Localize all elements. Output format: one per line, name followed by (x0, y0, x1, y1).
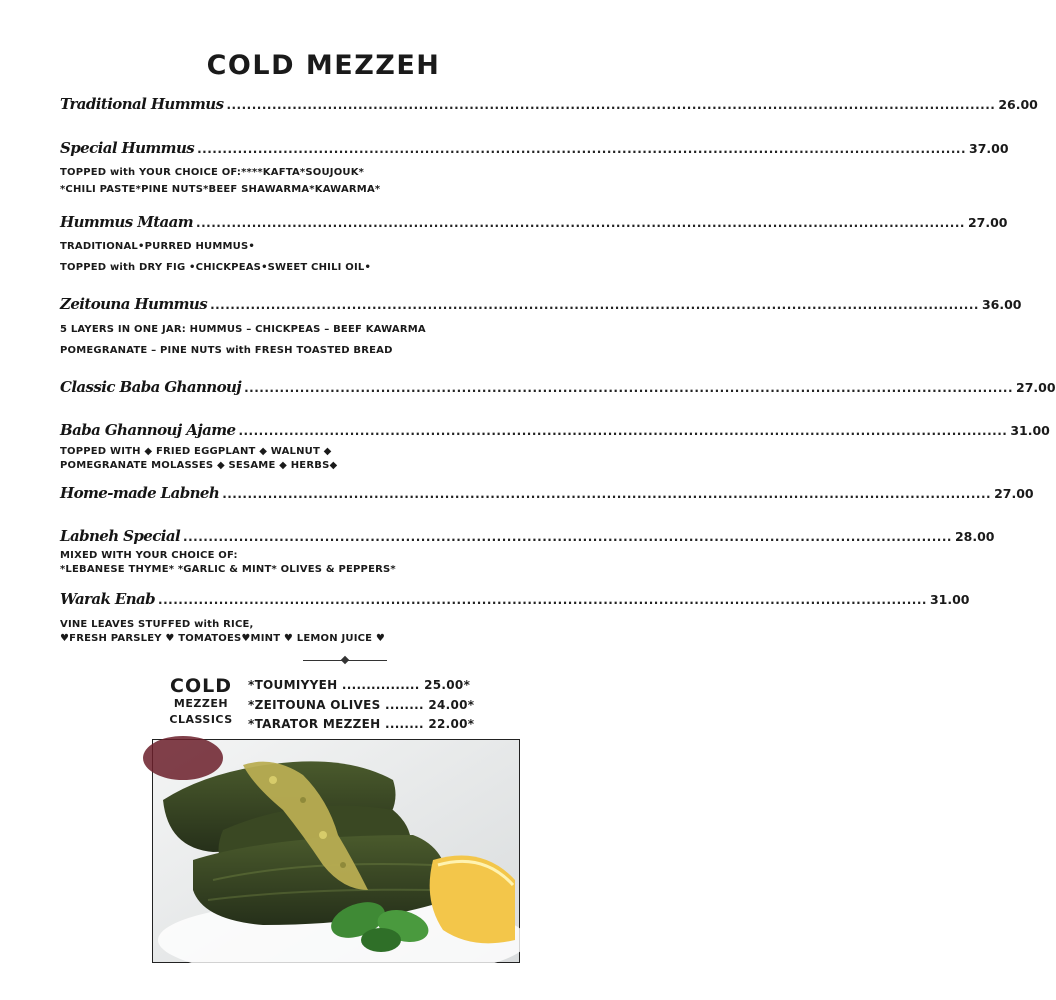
item-name: Labneh Special (60, 527, 181, 545)
dot-leader: ........................................................................................................................................................ (158, 593, 927, 607)
item-description: ♥FRESH PARSLEY ♥ TOMATOES♥MINT ♥ LEMON JUICE ♥ (60, 633, 386, 644)
classics-item: *TOUMIYYEH ................ 25.00* (248, 678, 471, 692)
item-description: 5 LAYERS IN ONE JAR: HUMMUS – CHICKPEAS – BEEF KAWARMA (60, 324, 426, 335)
page-title: COLD MEZZEH (206, 50, 441, 81)
item-price: 28.00 (954, 529, 995, 544)
classics-heading-line: CLASSICS (169, 713, 233, 726)
item-price: 37.00 (969, 141, 1009, 156)
menu-item-traditional-hummus (60, 95, 1038, 117)
item-price: 36.00 (981, 297, 1022, 312)
dot-leader: ........................................................................................................................................................ (244, 381, 1014, 395)
item-description: TRADITIONAL•PURRED HUMMUS• (60, 241, 255, 252)
dot-leader: ........................................................................................................................................................ (183, 530, 952, 544)
dot-leader: ........................................................................................................................................................ (196, 216, 965, 230)
dot-leader: ........................................................................................................................................................ (222, 487, 992, 501)
menu-item-zeitouna-hummus (60, 295, 1022, 359)
item-name: Zeitouna Hummus (60, 295, 208, 313)
item-name: Classic Baba Ghannouj (60, 378, 242, 396)
classics-item: *TARATOR MEZZEH ........ 22.00* (248, 717, 475, 731)
item-price: 27.00 (967, 215, 1008, 230)
menu-item-hummus-mtaam (60, 213, 1008, 276)
food-photo (152, 739, 520, 963)
item-name: Home-made Labneh (60, 484, 220, 502)
item-price: 27.00 (994, 486, 1034, 501)
divider-diamond (341, 656, 349, 664)
item-price: 27.00 (1016, 380, 1056, 395)
classics-list (248, 676, 474, 735)
item-description: POMEGRANATE MOLASSES ◆ SESAME ◆ HERBS◆ (60, 460, 338, 471)
dot-leader: ........................................................................................................................................................ (197, 142, 967, 156)
menu-item-special-hummus (60, 139, 1009, 198)
classics-heading-line: MEZZEH (173, 697, 229, 710)
item-name: Special Hummus (60, 139, 195, 157)
menu-item-classic-baba-ghannouj (60, 378, 1056, 400)
item-description: TOPPED WITH ◆ FRIED EGGPLANT ◆ WALNUT ◆ (60, 446, 332, 457)
stuffed-vine-leaves-image (153, 740, 519, 962)
item-description: TOPPED with YOUR CHOICE OF:****KAFTA*SOUJOUK* (60, 167, 365, 178)
menu-item-baba-ghannouj-ajame (60, 421, 1050, 473)
classics-heading-line: COLD (170, 675, 232, 697)
classics-heading (162, 676, 240, 728)
item-price: 26.00 (998, 97, 1038, 112)
dot-leader: ........................................................................................................................................................ (226, 98, 996, 112)
classics-item: *ZEITOUNA OLIVES ........ 24.00* (248, 697, 475, 712)
item-description: TOPPED with DRY FIG •CHICKPEAS•SWEET CHILI OIL• (60, 262, 372, 273)
menu-item-home-made-labneh (60, 484, 1034, 506)
item-description: POMEGRANATE – PINE NUTS with FRESH TOASTED BREAD (60, 345, 393, 356)
item-description: MIXED WITH YOUR CHOICE OF: (60, 550, 238, 561)
item-name: Baba Ghannouj Ajame (60, 421, 236, 439)
item-name: Hummus Mtaam (60, 213, 194, 231)
menu-item-warak-enab (60, 590, 970, 646)
item-description: VINE LEAVES STUFFED with RICE, (60, 619, 254, 630)
item-description: *CHILI PASTE*PINE NUTS*BEEF SHAWARMA*KAWARMA* (60, 184, 381, 195)
item-description: *LEBANESE THYME* *GARLIC & MINT* OLIVES & PEPPERS* (60, 564, 396, 575)
item-price: 31.00 (929, 592, 970, 607)
item-name: Traditional Hummus (60, 95, 224, 113)
dot-leader: ........................................................................................................................................................ (238, 424, 1008, 438)
item-price: 31.00 (1010, 423, 1050, 438)
menu-item-labneh-special (60, 527, 995, 577)
item-name: Warak Enab (60, 590, 156, 608)
dot-leader: ........................................................................................................................................................ (210, 298, 979, 312)
